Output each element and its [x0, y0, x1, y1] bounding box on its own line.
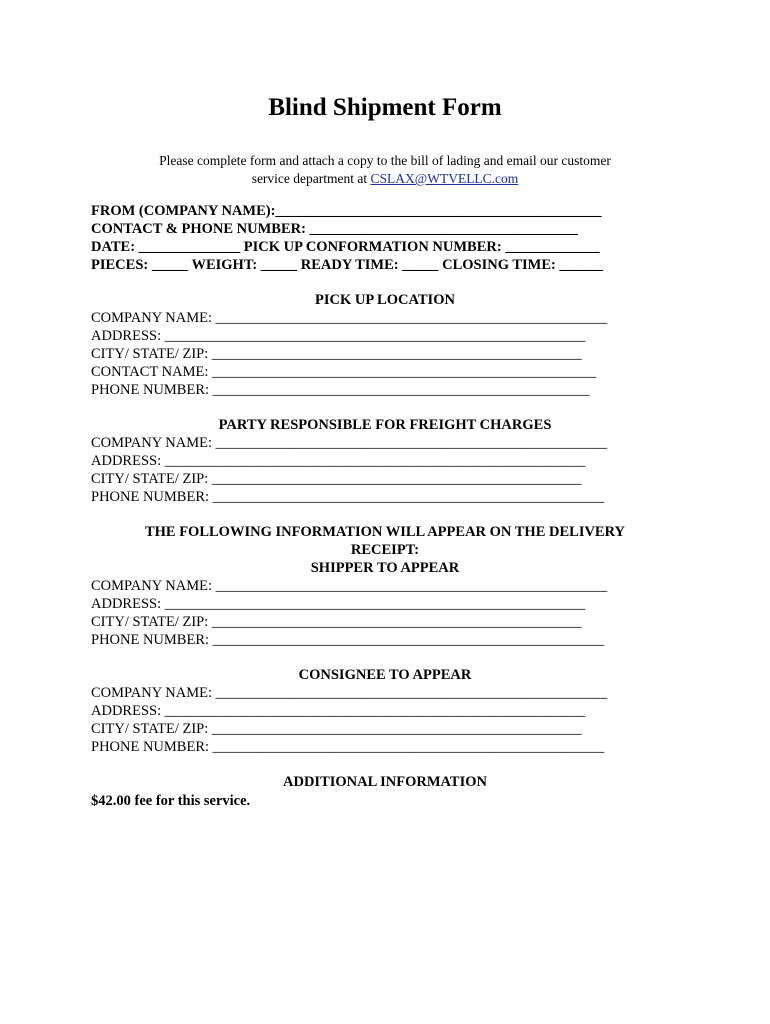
pickup-company-field[interactable]: COMPANY NAME: ______________________________________________________	[91, 310, 608, 326]
consignee-company-field[interactable]: COMPANY NAME: ______________________________________________________	[91, 685, 608, 701]
date-pickup-field[interactable]: DATE: ______________ PICK UP CONFORMATION NUMBER: _____________	[91, 239, 600, 255]
pickup-contact-field[interactable]: CONTACT NAME: _____________________________________________________	[91, 364, 597, 380]
pieces-weight-field[interactable]: PIECES: _____ WEIGHT: _____ READY TIME: _____ CLOSING TIME: ______	[91, 257, 603, 273]
consignee-city-field[interactable]: CITY/ STATE/ ZIP: ___________________________________________________	[91, 721, 582, 737]
party-city-field[interactable]: CITY/ STATE/ ZIP: ___________________________________________________	[91, 471, 582, 487]
party-address-field[interactable]: ADDRESS: __________________________________________________________	[91, 453, 586, 469]
party-company-field[interactable]: COMPANY NAME: ______________________________________________________	[91, 435, 608, 451]
party-phone-field[interactable]: PHONE NUMBER: ______________________________________________________	[91, 489, 605, 505]
shipper-company-field[interactable]: COMPANY NAME: ______________________________________________________	[91, 578, 608, 594]
delivery-heading-line-1: THE FOLLOWING INFORMATION WILL APPEAR ON THE DELIVERY	[144, 524, 626, 540]
pickup-address-field[interactable]: ADDRESS: __________________________________________________________	[91, 328, 586, 344]
consignee-phone-field[interactable]: PHONE NUMBER: ______________________________________________________	[91, 739, 605, 755]
party-heading: PARTY RESPONSIBLE FOR FREIGHT CHARGES	[218, 417, 552, 433]
contact-phone-field[interactable]: CONTACT & PHONE NUMBER: _____________________________________	[91, 221, 578, 237]
pickup-heading: PICK UP LOCATION	[315, 292, 455, 308]
delivery-heading-line-2: RECEIPT:	[350, 542, 420, 558]
pickup-phone-field[interactable]: PHONE NUMBER: ____________________________________________________	[91, 382, 590, 398]
shipper-address-field[interactable]: ADDRESS: __________________________________________________________	[91, 596, 586, 612]
intro-text	[120, 152, 650, 188]
shipper-heading: SHIPPER TO APPEAR	[310, 560, 460, 576]
additional-heading: ADDITIONAL INFORMATION	[283, 774, 487, 790]
email-link[interactable]: CSLAX@WTVELLC.com	[370, 171, 519, 186]
fee-text: $42.00 fee for this service.	[91, 793, 251, 809]
page-title: Blind Shipment Form	[268, 94, 502, 121]
intro-line-2-prefix: service department at	[251, 171, 371, 186]
intro-line-1: Please complete form and attach a copy to the bill of lading and email our customer	[159, 153, 611, 168]
consignee-heading: CONSIGNEE TO APPEAR	[298, 667, 472, 683]
intro-line-2	[120, 170, 650, 188]
shipper-city-field[interactable]: CITY/ STATE/ ZIP: ___________________________________________________	[91, 614, 582, 630]
consignee-address-field[interactable]: ADDRESS: __________________________________________________________	[91, 703, 586, 719]
shipper-phone-field[interactable]: PHONE NUMBER: ______________________________________________________	[91, 632, 605, 648]
pickup-city-field[interactable]: CITY/ STATE/ ZIP: ___________________________________________________	[91, 346, 582, 362]
from-company-field[interactable]: FROM (COMPANY NAME):_____________________________________________	[91, 203, 602, 219]
